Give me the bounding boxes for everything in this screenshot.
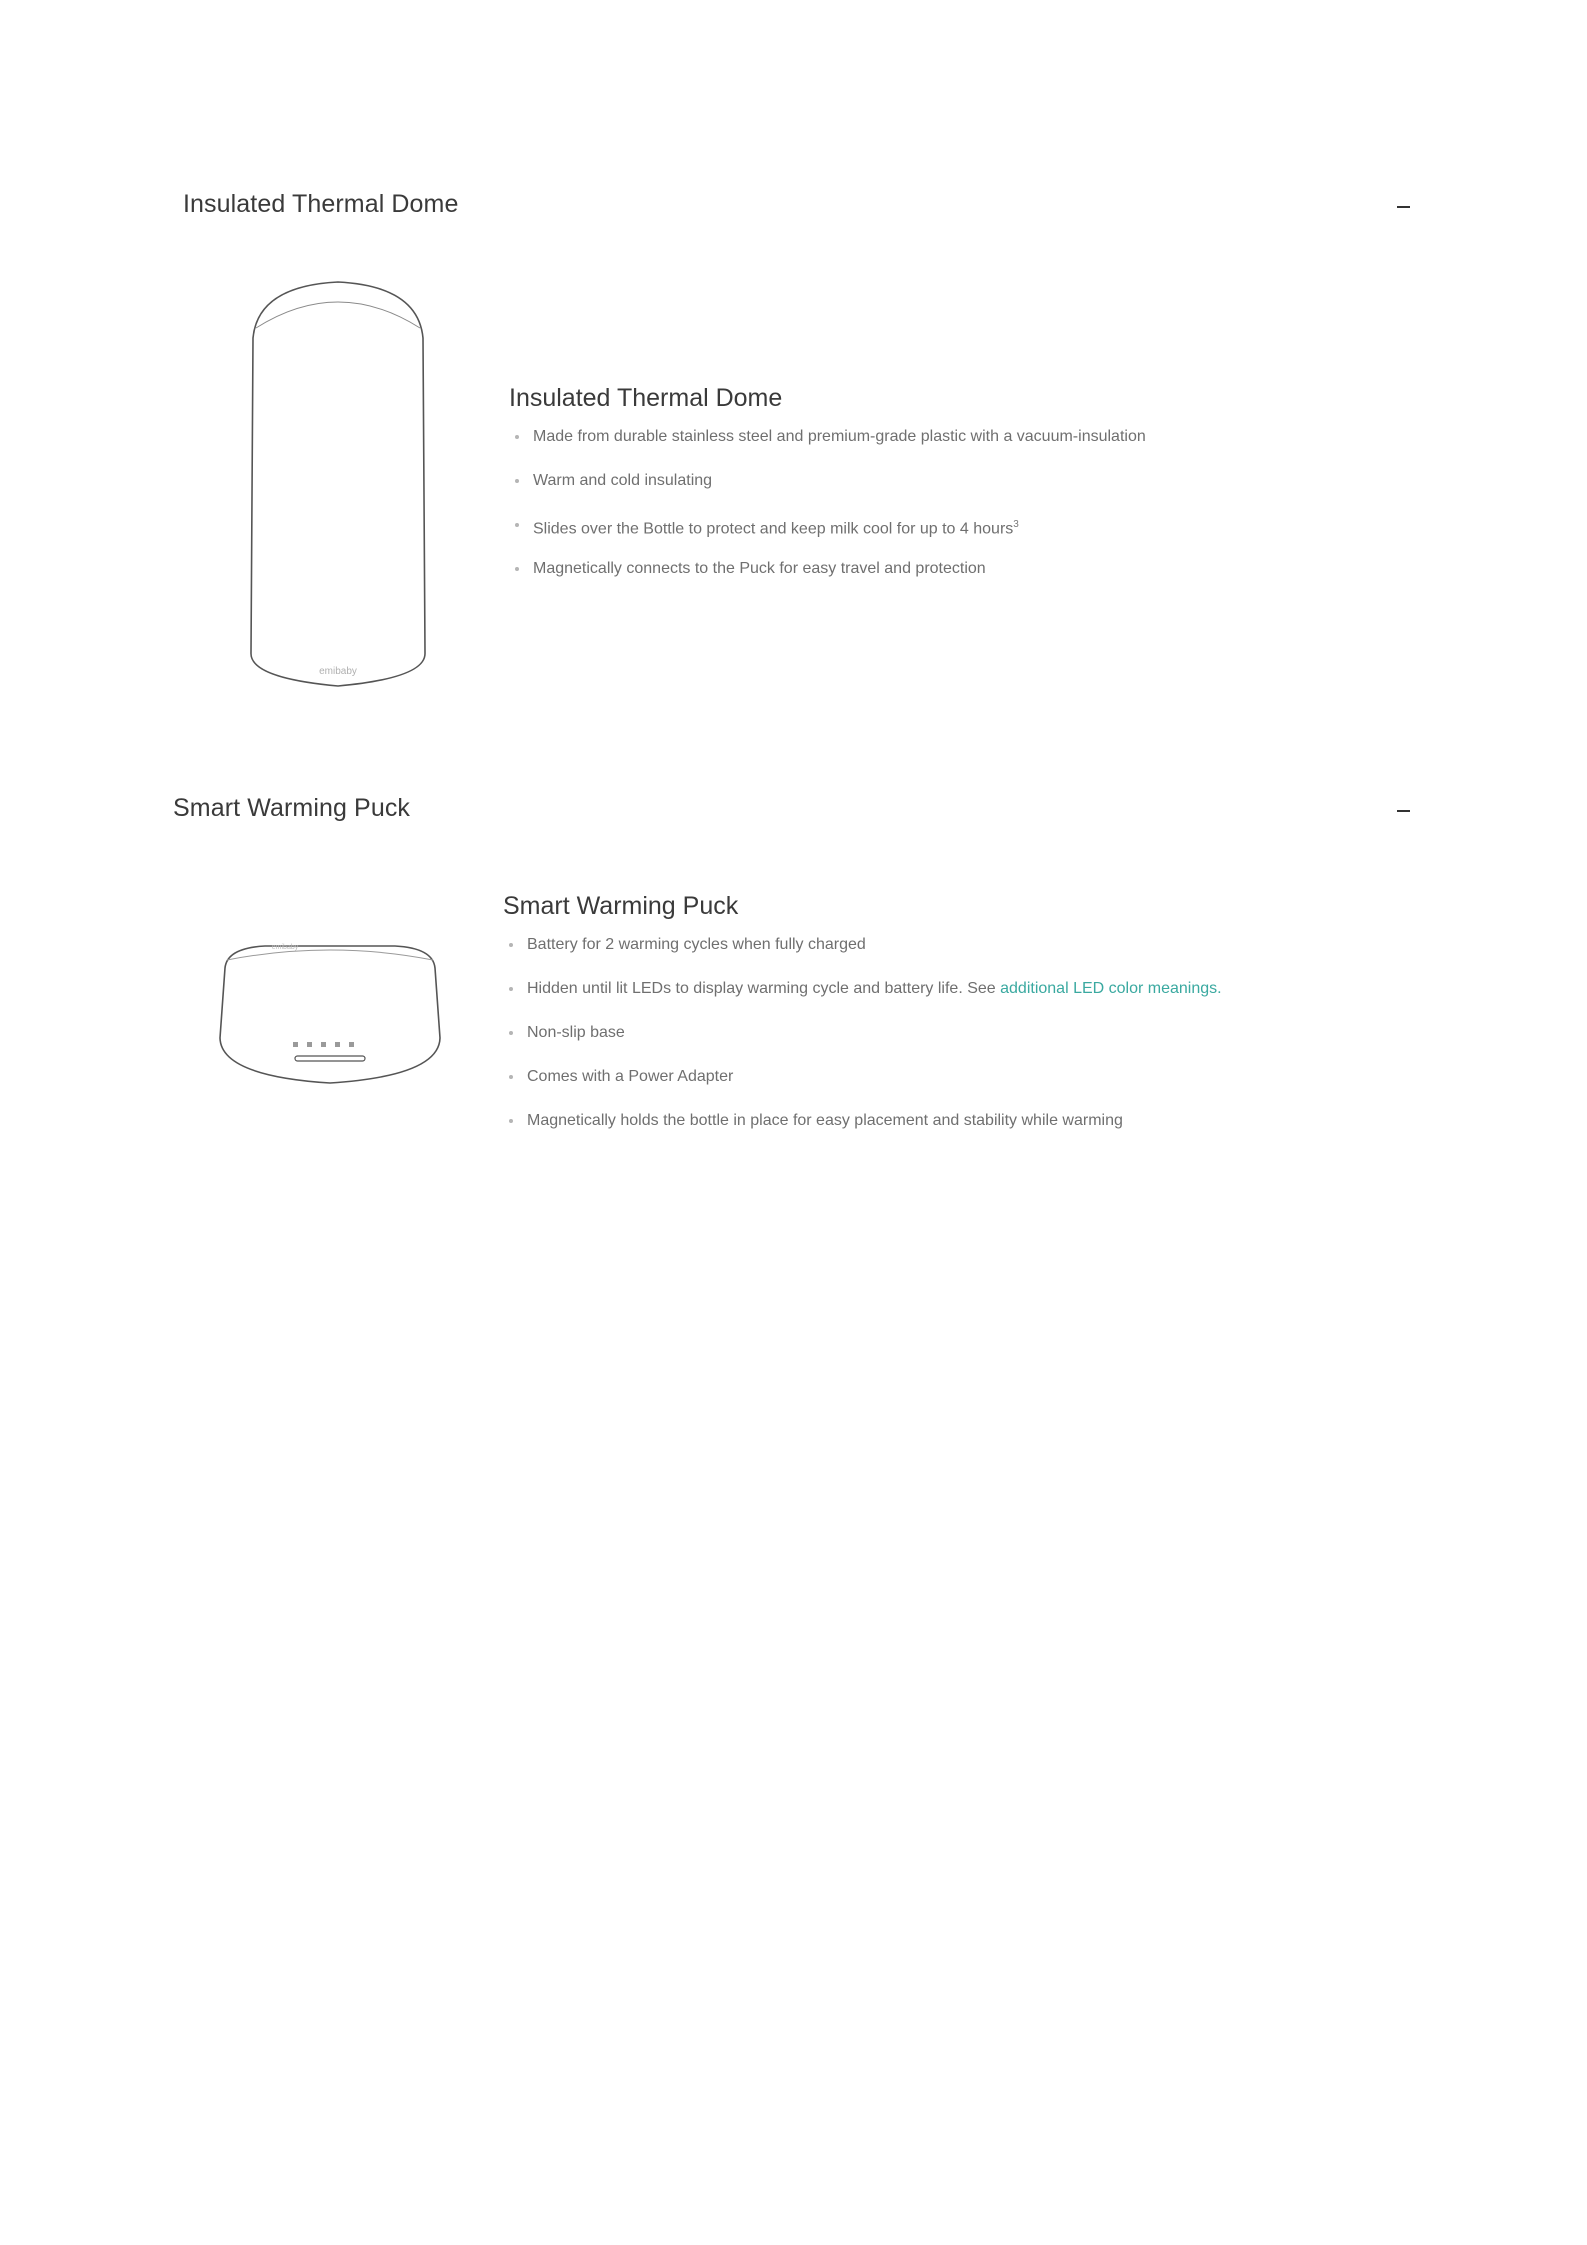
list-item	[503, 1067, 1222, 1111]
minus-icon[interactable]	[1396, 192, 1412, 212]
list-item	[503, 1023, 1222, 1067]
minus-icon[interactable]	[1396, 796, 1412, 816]
thermal-dome-image	[228, 268, 448, 698]
bullet-icon	[509, 943, 513, 947]
brand-logo-text: emibaby	[271, 944, 299, 951]
accordion-header-thermal-dome[interactable]	[0, 190, 1587, 234]
list-item	[503, 935, 1222, 979]
feature-list	[503, 935, 1222, 1155]
bullet-icon	[509, 1075, 513, 1079]
led-color-meanings-link[interactable]: additional LED color meanings.	[1000, 980, 1222, 997]
feature-block-thermal-dome	[509, 384, 1146, 603]
list-item	[509, 559, 1146, 603]
feature-list	[509, 427, 1146, 603]
feature-block-warming-puck	[503, 892, 1222, 1155]
list-item	[509, 427, 1146, 471]
bullet-icon	[515, 479, 519, 483]
feature-text: Warm and cold insulating	[533, 472, 713, 489]
accordion-title: Insulated Thermal Dome	[183, 190, 459, 218]
feature-title: Insulated Thermal Dome	[509, 384, 783, 412]
accordion-title: Smart Warming Puck	[173, 794, 411, 822]
brand-logo-text: emibaby	[319, 666, 357, 677]
led-indicators	[293, 1042, 354, 1047]
feature-title: Smart Warming Puck	[503, 892, 739, 920]
feature-text: Slides over the Bottle to protect and keep milk cool for up to 4 hours	[533, 520, 1014, 538]
feature-text: Non-slip base	[527, 1024, 625, 1041]
list-item	[509, 471, 1146, 515]
feature-text: Battery for 2 warming cycles when fully charged	[527, 936, 866, 953]
feature-text: Magnetically holds the bottle in place for easy placement and stability while warming	[527, 1112, 1123, 1129]
bullet-icon	[515, 523, 519, 527]
feature-text: Magnetically connects to the Puck for easy travel and protection	[533, 560, 986, 577]
bullet-icon	[509, 1119, 513, 1123]
accordion-header-warming-puck[interactable]	[0, 794, 1587, 838]
bullet-icon	[509, 987, 513, 991]
feature-text: Made from durable stainless steel and premium-grade plastic with a vacuum-insulation	[533, 428, 1146, 445]
bullet-icon	[515, 435, 519, 439]
list-item	[503, 1111, 1222, 1155]
list-item	[509, 515, 1146, 559]
list-item	[503, 979, 1222, 1023]
bullet-icon	[509, 1031, 513, 1035]
bullet-icon	[515, 567, 519, 571]
feature-text: Hidden until lit LEDs to display warming cycle and battery life. See	[527, 980, 1001, 997]
warming-puck-image	[205, 928, 455, 1098]
feature-text: Comes with a Power Adapter	[527, 1068, 734, 1085]
footnote-marker: 3	[1013, 519, 1019, 530]
